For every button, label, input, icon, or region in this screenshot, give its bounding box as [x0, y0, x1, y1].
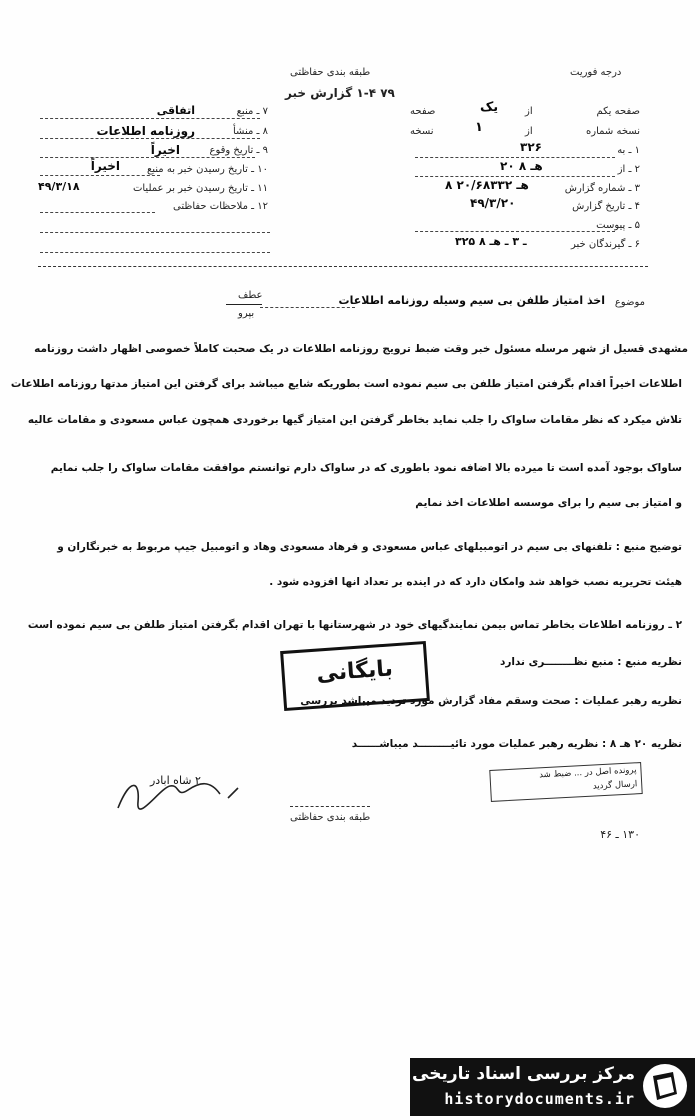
field-line — [40, 138, 260, 139]
body-line: نظریه منبع : منبع نظــــــــری ندارد — [499, 656, 682, 668]
archive-stamp — [280, 641, 430, 711]
field-label: ۲ ـ از — [617, 164, 640, 175]
field-label: ۹ ـ تاریخ وقوع — [209, 145, 268, 156]
dispatch-stamp-line: ارسال گردید — [592, 779, 638, 792]
body-line: مشهدی قسیل از شهر مرسله مسئول خبر وقت ضبط ترویج روزنامه اطلاعات در یک صحبت کاملاً خصوصی اظهار داشت روزنامه — [34, 343, 688, 355]
field-value: ۳۲۵ ـ ۳ ـ هـ ۸ — [455, 235, 527, 248]
watermark-org-name: مرکز بررسی اسناد تاریخی — [412, 1064, 635, 1084]
field-line — [415, 157, 615, 158]
field-label: ۷ ـ منبع — [236, 106, 268, 117]
body-line: نظریه ۲۰ هـ ۸ : نظریه رهبر عملیات مورد تائیـــــــــد میباشــــــد — [351, 738, 682, 750]
field-line — [40, 232, 270, 233]
field-value: یک — [480, 100, 499, 115]
field-label: ۱۲ ـ ملاحظات حفاظتی — [173, 201, 268, 212]
field-line — [40, 118, 260, 119]
dispatch-stamp-line: پرونده اصل در ... ضبط شد — [538, 765, 637, 781]
body-line: ساواک بوجود آمده است تا میرده بالا اضافه نمود باطوری که در ساواک دارم توانستم موافقت مقامات ساواک را جلب نمایم — [50, 462, 682, 474]
field-line — [415, 176, 615, 177]
archive-stamp-text: بایگانی — [315, 656, 394, 687]
field-value: اخیراً — [90, 159, 120, 173]
field-line — [40, 157, 255, 158]
dispatch-stamp — [489, 762, 642, 802]
watermark-site: historydocuments.ir — [444, 1090, 635, 1108]
field-value: ۴۹/۳/۲۰ — [470, 196, 516, 210]
field-mid: از — [525, 106, 533, 117]
archive-logo-icon — [643, 1064, 687, 1108]
reference-label: عطف — [238, 290, 263, 301]
body-line: هیئت تحریریه نصب خواهد شد وامکان دارد که در اینده بر تعداد انها افزوده شود . — [269, 576, 682, 588]
field-label: نسخه شماره — [586, 126, 640, 137]
field-line — [40, 252, 270, 253]
subject-label: موضوع — [614, 297, 645, 308]
signature — [110, 768, 250, 818]
field-mid: از — [525, 126, 533, 137]
field-value: روزنامه اطلاعات — [96, 124, 195, 138]
body-line: تلاش میکرد که نظر مقامات ساواک را جلب نماید بخاطر گرفتن این امتیاز گیها برخوردی همچون عباس مسعودی و مقامات عالیه — [27, 414, 682, 426]
field-label: ۴ ـ تاریخ گزارش — [572, 201, 640, 212]
side-divider — [226, 304, 262, 305]
body-line: توضیح منبع : تلفنهای بی سیم در اتومبیلهای عباس مسعودی و فرهاد مسعودی وهاد و اتومبیل جیپ مربوط به خبرنگاران و — [57, 541, 682, 553]
field-line — [40, 175, 160, 176]
field-label: ۱ ـ به — [617, 145, 640, 156]
document-code: ۱۳۰ ـ ۴۶ — [600, 828, 640, 841]
field-value: ۴۹/۳/۱۸ — [38, 180, 80, 193]
body-line: ۲ ـ روزنامه اطلاعات بخاطر تماس بیمن نمایندگیهای خود در شهرستانها با تهران اقدام بگرفتن امتیاز طلفن بی سیم نموده است — [27, 619, 682, 631]
field-line — [40, 212, 155, 213]
field-value: ۲۰ هـ ۸ — [500, 159, 543, 173]
field-label: ۸ ـ منشأ — [232, 126, 268, 137]
field-value: ۸ هـ ۲۰/۶۸۳۳۲ — [445, 178, 529, 192]
field-label: صفحه یکم — [596, 106, 640, 117]
field-label: ۶ ـ گیرندگان خبر — [570, 239, 640, 250]
field-value: ۱ — [475, 120, 483, 135]
classification-line — [290, 806, 370, 807]
separator-line — [38, 266, 648, 267]
urgency-degree: درجه فوریت — [570, 67, 622, 78]
body-line: اطلاعات اخیراً اقدام بگرفتن امتیاز طلفن بی سیم نموده است بطوریکه شایع میباشد برای گرفتن این امتیاز مدتها روزنامه اطلاعات — [10, 378, 682, 390]
field-line — [415, 231, 615, 232]
field-label: ۱۰ ـ تاریخ رسیدن خبر به منبع — [146, 164, 268, 175]
report-title: ۷۹ ۱-۴ گزارش خبر — [285, 86, 395, 100]
signature-text: ۲ شاه ابادر — [150, 774, 201, 787]
field-unit: صفحه — [410, 106, 436, 117]
field-label: ۵ ـ پیوست — [596, 220, 640, 231]
field-value: اخیراً — [150, 143, 180, 157]
subject-line — [260, 307, 355, 308]
body-line: نظریه رهبر عملیات : صحت وسقم مفاد گزارش مورد تردید میباشد بررسی — [300, 695, 682, 707]
field-label: ۱۱ ـ تاریخ رسیدن خبر بر عملیات — [132, 183, 268, 194]
follow-up-label: بپرو — [238, 308, 255, 319]
field-label: ۳ ـ شماره گزارش — [564, 183, 640, 194]
field-value: اتفاقی — [156, 104, 195, 117]
field-value: ۳۲۶ — [520, 140, 542, 154]
watermark-band — [410, 1058, 695, 1116]
body-line: و امتیاز بی سیم را برای موسسه اطلاعات اخذ نمایم — [415, 497, 682, 509]
classification-top: طبقه بندی حفاظتی — [290, 67, 371, 78]
subject-text: اخذ امتیاز طلفن بی سیم وسیله روزنامه اطلاعات — [338, 294, 605, 307]
field-unit: نسخه — [410, 126, 434, 137]
classification-bottom: طبقه بندی حفاظتی — [290, 812, 371, 823]
